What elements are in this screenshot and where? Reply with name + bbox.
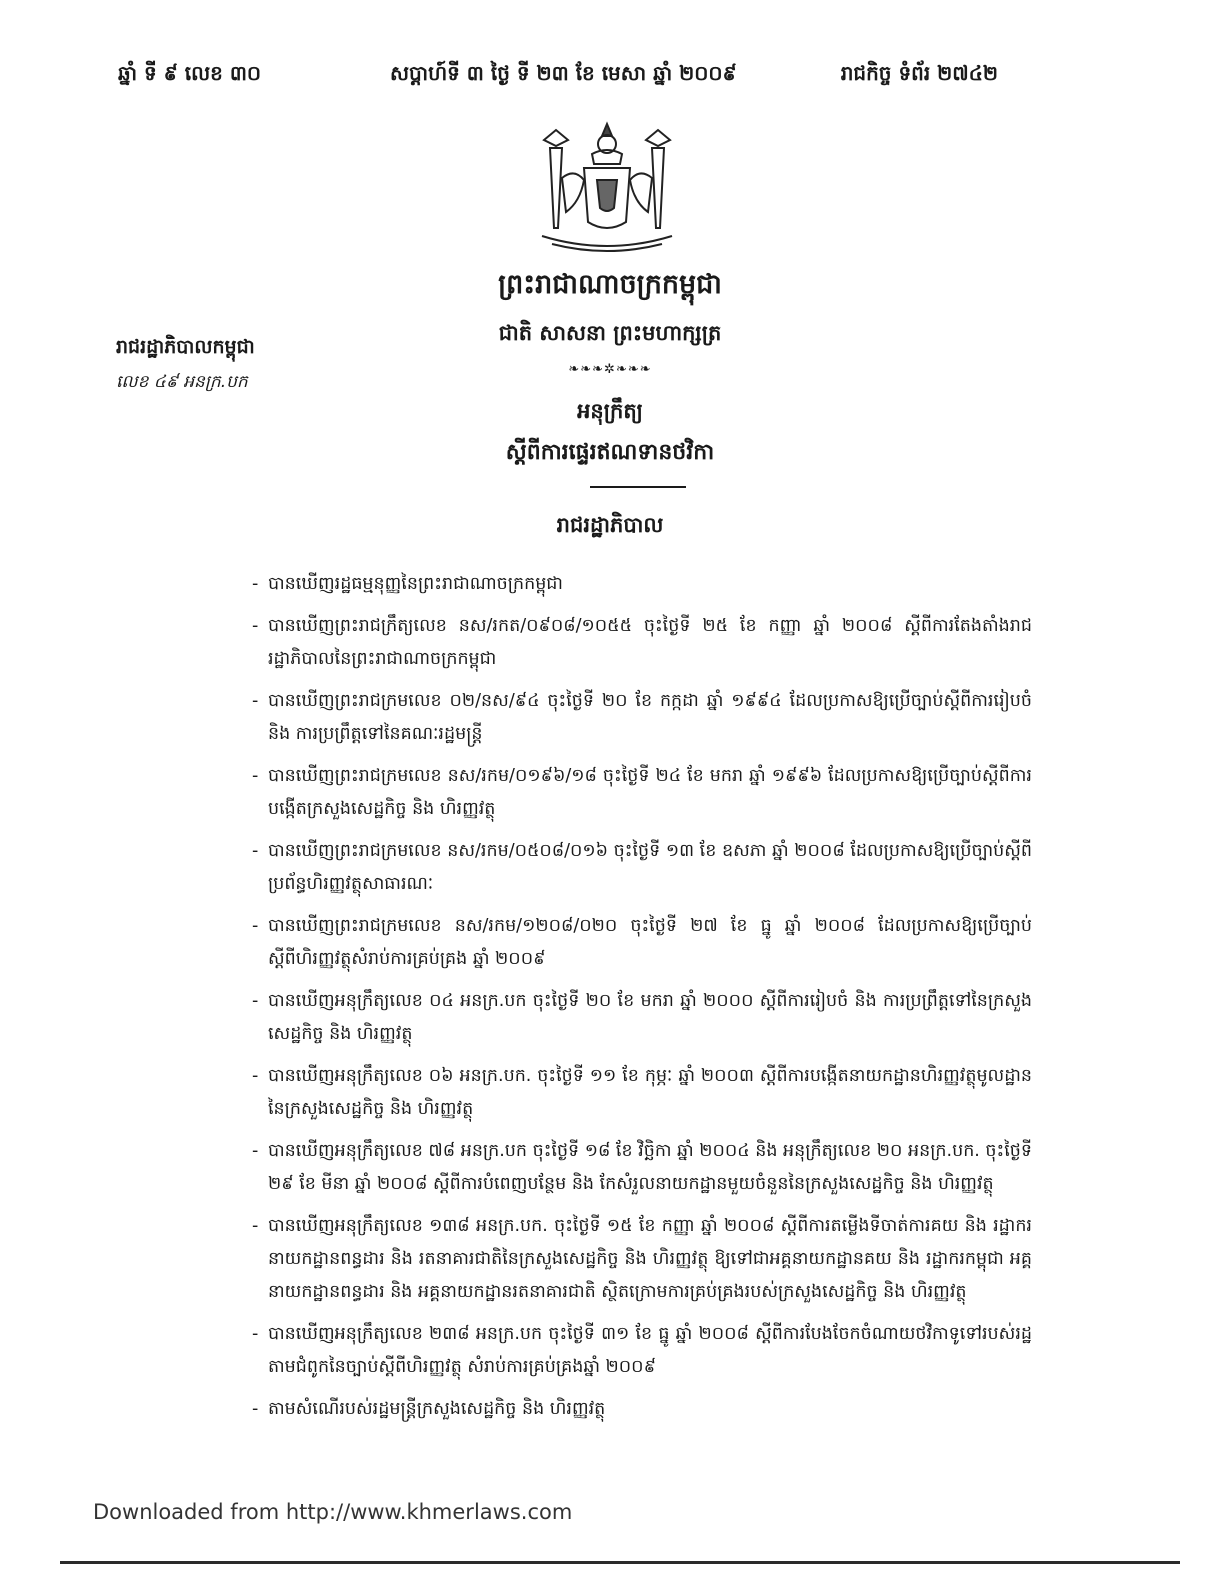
dash-bullet: - — [252, 1141, 259, 1161]
list-item — [252, 910, 1032, 976]
list-item — [252, 985, 1032, 1051]
dash-bullet: - — [252, 574, 259, 594]
decorative-ornament: ❧❧❧✲❧❧❧ — [568, 362, 652, 377]
list-item — [252, 760, 1032, 826]
visa-text: បានឃើញព្រះរាជក្រមលេខ ០២/នស/៩៤ ចុះថ្ងៃទី ២០ ខែ កក្កដា ឆ្នាំ ១៩៩៤ ដែលប្រកាសឱ្យប្រើច្បាប់ស្តីពីការរៀបចំ និង ការប្រព្រឹត្តទៅនៃគណៈរដ្ឋមន្ត្រី — [268, 691, 1032, 744]
visa-text: បានឃើញព្រះរាជក្រមលេខ នស/រកម/០៥០៨/០១៦ ចុះថ្ងៃទី ១៣ ខែ ឧសភា ឆ្នាំ ២០០៨ ដែលប្រកាសឱ្យប្រើច្បាប់ស្តីពីប្រព័ន្ធហិរញ្ញវត្ថុសាធារណៈ — [268, 841, 1032, 894]
section-title: រាជរដ្ឋាភិបាល — [556, 513, 664, 537]
gazette-date: សប្តាហ៍ទី ៣ ថ្ងៃ ទី ២៣ ខែ មេសា ឆ្នាំ ២០០៩ — [390, 61, 737, 85]
gazette-page-number: រាជកិច្ច ទំព័រ ២៧៤២ — [840, 61, 998, 85]
dash-bullet: - — [252, 766, 259, 786]
issuer-block — [116, 335, 255, 396]
download-source-text: Downloaded from http://www.khmerlaws.com — [93, 1500, 573, 1524]
list-item — [252, 568, 1032, 601]
title-divider — [590, 486, 686, 488]
visa-text: បានឃើញអនុក្រឹត្យលេខ ០៦ អនក្រ.បក. ចុះថ្ងៃទី ១១ ខែ កុម្ភៈ ឆ្នាំ ២០០៣ ស្តីពីការបង្កើតនាយកដ្ឋានហិរញ្ញវត្ថុមូលដ្ឋាននៃក្រសួងសេដ្ឋកិច្ច និង ហិរញ្ញវត្ថុ — [268, 1066, 1032, 1119]
visa-text: បានឃើញអនុក្រឹត្យលេខ ០៤ អនក្រ.បក ចុះថ្ងៃទី ២០ ខែ មករា ឆ្នាំ ២០០០ ស្តីពីការរៀបចំ និង ការប្រព្រឹត្តទៅនៃក្រសួងសេដ្ឋកិច្ច និង ហិរញ្ញវត្ថុ — [268, 991, 1032, 1044]
visa-list — [252, 568, 1032, 1435]
list-item — [252, 1210, 1032, 1309]
visa-text: បានឃើញព្រះរាជក្រមលេខ នស/រកម/០១៩៦/១៨ ចុះថ្ងៃទី ២៤ ខែ មករា ឆ្នាំ ១៩៩៦ ដែលប្រកាសឱ្យប្រើច្បាប់ស្តីពីការបង្កើតក្រសួងសេដ្ឋកិច្ច និង ហិរញ្ញវត្ថុ — [268, 766, 1032, 819]
list-item — [252, 1060, 1032, 1126]
visa-text: បានឃើញរដ្ឋធម្មនុញ្ញនៃព្រះរាជាណាចក្រកម្ពុជា — [268, 574, 563, 594]
dash-bullet: - — [252, 1066, 259, 1086]
dash-bullet: - — [252, 841, 259, 861]
list-item — [252, 685, 1032, 751]
bottom-rule — [60, 1561, 1180, 1564]
dash-bullet: - — [252, 1324, 259, 1344]
visa-text: បានឃើញអនុក្រឹត្យលេខ ៧៨ អនក្រ.បក ចុះថ្ងៃទី ១៨ ខែ វិច្ឆិកា ឆ្នាំ ២០០៤ និង អនុក្រឹត្យលេខ ២០ អនក្រ.បក. ចុះថ្ងៃទី ២៩ ខែ មីនា ឆ្នាំ ២០០៨ ស្តីពីការបំពេញបន្ថែម និង កែសំរួលនាយកដ្ឋានមួយចំនួននៃក្រសួងសេដ្ឋកិច្ច និង ហិរញ្ញវត្ថុ — [268, 1141, 1032, 1194]
visa-text: តាមសំណើរបស់រដ្ឋមន្ត្រីក្រសួងសេដ្ឋកិច្ច និង ហិរញ្ញវត្ថុ — [268, 1399, 606, 1419]
kingdom-title: ព្រះរាជាណាចក្រកម្ពុជា — [498, 269, 722, 300]
royal-coat-of-arms-icon — [522, 118, 692, 253]
dash-bullet: - — [252, 991, 259, 1011]
list-item — [252, 1318, 1032, 1384]
list-item — [252, 1393, 1032, 1426]
list-item — [252, 1135, 1032, 1201]
dash-bullet: - — [252, 1399, 259, 1419]
gazette-year-issue: ឆ្នាំ ទី ៩ លេខ ៣០ — [118, 61, 262, 85]
dash-bullet: - — [252, 916, 259, 936]
issuer-name: រាជរដ្ឋាភិបាលកម្ពុជា — [116, 336, 255, 358]
sub-decree-number: លេខ ៤៩ អនក្រ.បក — [116, 372, 248, 392]
visa-text: បានឃើញអនុក្រឹត្យលេខ ១៣៨ អនក្រ.បក. ចុះថ្ងៃទី ១៥ ខែ កញ្ញា ឆ្នាំ ២០០៨ ស្តីពីការតម្លើងទីចាត់ការគយ និង រដ្ឋាករ នាយកដ្ឋានពន្ធដារ និង រតនាគារជាតិនៃក្រសួងសេដ្ឋកិច្ច និង ហិរញ្ញវត្ថុ ឱ្យទៅជាអគ្គនាយកដ្ឋានគយ និង រដ្ឋាករកម្ពុជា អគ្គនាយកដ្ឋានពន្ធដារ និង អគ្គនាយកដ្ឋានរតនាគារជាតិ ស្ថិតក្រោមការគ្រប់គ្រងរបស់ក្រសួងសេដ្ឋកិច្ច និង ហិរញ្ញវត្ថុ — [268, 1216, 1032, 1302]
list-item — [252, 610, 1032, 676]
dash-bullet: - — [252, 1216, 259, 1236]
visa-text: បានឃើញព្រះរាជក្រមលេខ នស/រកម/១២០៨/០២០ ចុះថ្ងៃទី ២៧ ខែ ធ្នូ ឆ្នាំ ២០០៨ ដែលប្រកាសឱ្យប្រើច្បាប់ស្តីពីហិរញ្ញវត្ថុសំរាប់ការគ្រប់គ្រង ឆ្នាំ ២០០៩ — [268, 916, 1032, 969]
gazette-header — [118, 60, 998, 100]
national-motto: ជាតិ សាសនា ព្រះមហាក្សត្រ — [498, 321, 722, 345]
list-item — [252, 835, 1032, 901]
visa-text: បានឃើញអនុក្រឹត្យលេខ ២៣៨ អនក្រ.បក ចុះថ្ងៃទី ៣១ ខែ ធ្នូ ឆ្នាំ ២០០៨ ស្តីពីការបែងចែកចំណាយថវិកាទូទៅរបស់រដ្ឋតាមជំពូកនៃច្បាប់ស្តីពីហិរញ្ញវត្ថុ សំរាប់ការគ្រប់គ្រងឆ្នាំ ២០០៩ — [268, 1324, 1032, 1377]
visa-text: បានឃើញព្រះរាជក្រឹត្យលេខ នស/រកត/០៩០៨/១០៥៥ ចុះថ្ងៃទី ២៥ ខែ កញ្ញា ឆ្នាំ ២០០៨ ស្តីពីការតែងតាំងរាជរដ្ឋាភិបាលនៃព្រះរាជាណាចក្រកម្ពុជា — [268, 616, 1032, 669]
dash-bullet: - — [252, 616, 259, 636]
document-subject: ស្តីពីការផ្ទេរឥណទានថវិកា — [505, 440, 715, 465]
document-type: អនុក្រឹត្យ — [577, 399, 643, 423]
dash-bullet: - — [252, 691, 259, 711]
